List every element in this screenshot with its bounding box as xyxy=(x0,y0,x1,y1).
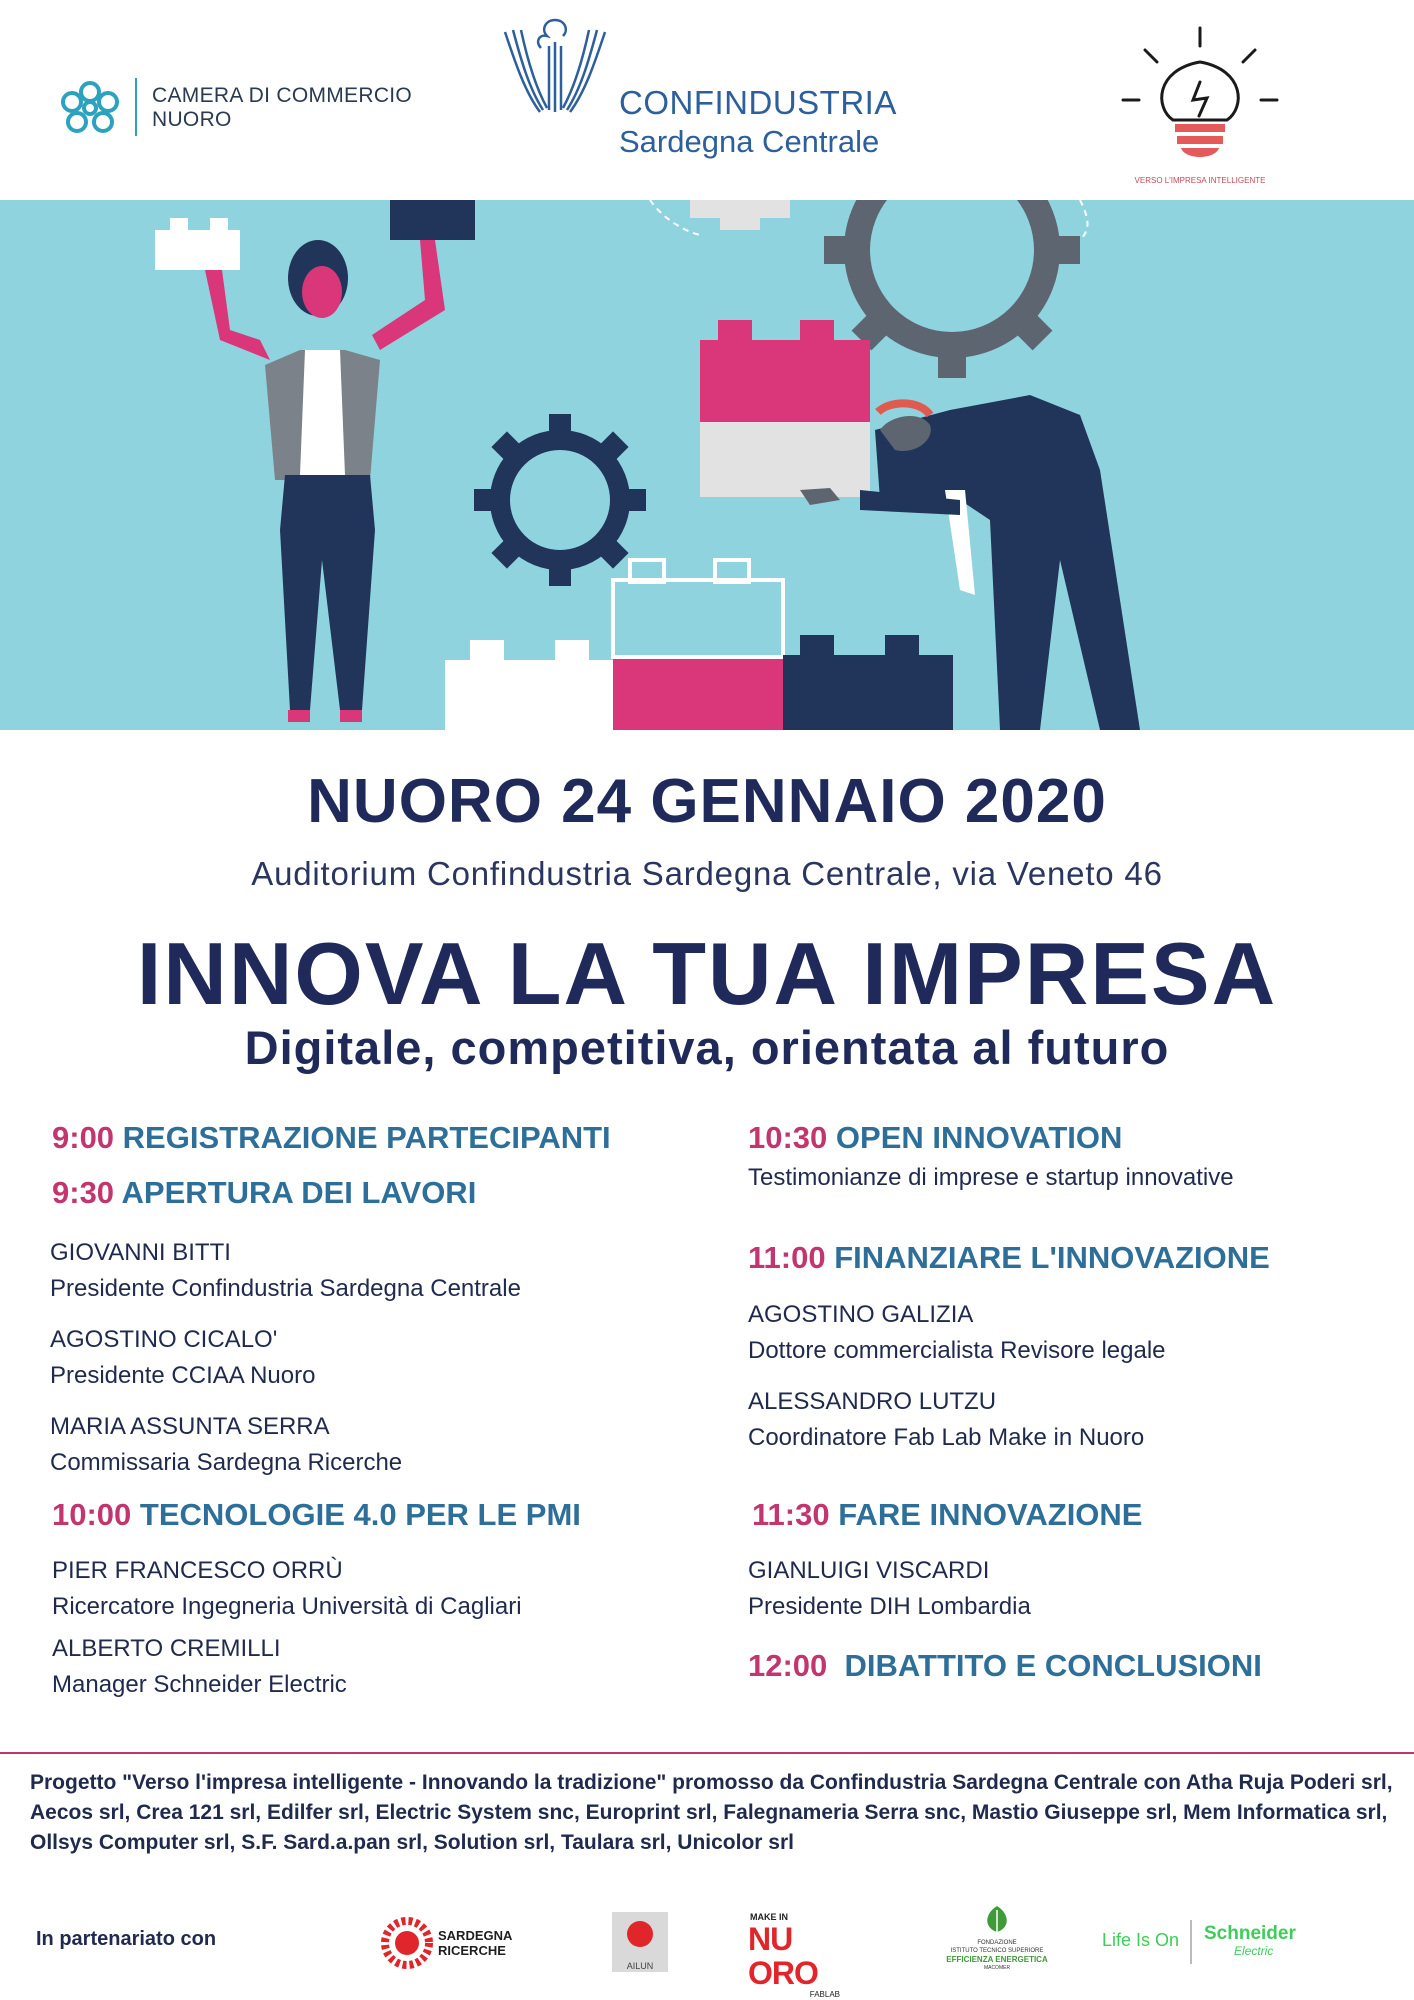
agenda-label: TECNOLOGIE 4.0 PER LE PMI xyxy=(139,1497,581,1532)
agenda-item-finanziare xyxy=(748,1240,1270,1276)
open-innovation-note: Testimonianze di imprese e startup innovative xyxy=(748,1164,1234,1191)
speaker-galizia xyxy=(748,1297,1166,1369)
agenda-item-apertura xyxy=(52,1175,476,1211)
event-date: NUORO 24 GENNAIO 2020 xyxy=(307,767,1107,836)
camera-flower-icon xyxy=(50,72,130,142)
agenda-label: DIBATTITO E CONCLUSIONI xyxy=(844,1648,1262,1683)
project-description: Progetto "Verso l'impresa intelligente - Innovando la tradizione" promosso da Confindustria Sardegna Centrale con Atha Ruja Poderi srl, Aecos srl, Crea 121 srl, Edilfer srl, Electric System snc, Europrint srl, Falegnameria Serra snc, Mastio Giuseppe srl, Mem Informatica srl, Ollsys Computer srl, S.F. Sard.a.pan srl, Solution srl, Taulara srl, Unicolor srl xyxy=(30,1771,1393,1854)
speaker-name: GIOVANNI BITTI xyxy=(50,1239,231,1266)
speaker-name: ALBERTO CREMILLI xyxy=(52,1635,281,1662)
agenda-label: FARE INNOVAZIONE xyxy=(838,1497,1143,1532)
hero-illustration xyxy=(0,200,1414,730)
sardegna-ricerche-line-2: RICERCHE xyxy=(438,1943,506,1958)
agenda-label: APERTURA DEI LAVORI xyxy=(121,1175,477,1210)
speaker-role: Presidente CCIAA Nuoro xyxy=(50,1362,316,1389)
agenda-time: 11:00 xyxy=(748,1240,826,1275)
camera-line-2: NUORO xyxy=(152,108,232,131)
life-is-on-text: Life Is On xyxy=(1102,1930,1180,1950)
fondazione-line-3: EFFICIENZA ENERGETICA xyxy=(946,1955,1048,1964)
speaker-role: Dottore commercialista Revisore legale xyxy=(748,1337,1166,1364)
schneider-line-1: Schneider xyxy=(1204,1923,1296,1944)
agenda-time: 12:00 xyxy=(748,1648,828,1683)
schneider-line-2: Electric xyxy=(1234,1944,1274,1958)
partners-label: In partenariato con xyxy=(36,1928,217,1950)
agenda-time: 10:00 xyxy=(52,1497,132,1532)
schneider-electric-logo xyxy=(1204,1924,1324,1958)
partner-divider xyxy=(1190,1920,1192,1964)
confindustria-name: CONFINDUSTRIA xyxy=(619,84,897,121)
footer-divider xyxy=(0,1752,1414,1754)
speaker-name: AGOSTINO GALIZIA xyxy=(748,1301,974,1328)
camera-line-1: CAMERA DI COMMERCIO xyxy=(152,84,413,107)
speaker-viscardi xyxy=(748,1553,1031,1625)
speaker-role: Presidente DIH Lombardia xyxy=(748,1593,1031,1620)
eagle-icon xyxy=(495,12,615,122)
fondazione-line-2: ISTITUTO TECNICO SUPERIORE xyxy=(950,1948,1044,1954)
fondazione-its-logo xyxy=(932,1904,1062,1978)
speaker-role: Presidente Confindustria Sardegna Centrale xyxy=(50,1275,521,1302)
speaker-role: Commissaria Sardegna Ricerche xyxy=(50,1449,403,1476)
agenda-item-open-innovation xyxy=(748,1120,1122,1156)
agenda-label: FINANZIARE L'INNOVAZIONE xyxy=(834,1240,1270,1275)
agenda-label: OPEN INNOVATION xyxy=(835,1120,1123,1155)
leaf-icon xyxy=(980,1904,1014,1934)
agenda-item-tecnologie xyxy=(52,1497,581,1533)
gear-navy-icon xyxy=(474,414,646,586)
speaker-name: PIER FRANCESCO ORRÙ xyxy=(52,1557,343,1584)
fondazione-line-4: MACOMER xyxy=(983,1965,1011,1971)
agenda-time: 10:30 xyxy=(748,1120,828,1155)
agenda-time: 9:30 xyxy=(52,1175,115,1210)
brick-held-icon xyxy=(700,320,870,497)
make-in-text: MAKE IN xyxy=(750,1912,788,1922)
agenda-item-dibattito xyxy=(748,1648,1262,1684)
sub-title: Digitale, competitiva, orientata al futuro xyxy=(244,1021,1170,1074)
camera-divider xyxy=(135,78,137,136)
fablab-text: FABLAB xyxy=(809,1990,840,1999)
speaker-serra xyxy=(50,1409,402,1481)
bulb-caption: VERSO L'IMPRESA INTELLIGENTE xyxy=(1134,176,1266,185)
main-title: INNOVA LA TUA IMPRESA xyxy=(136,924,1278,1023)
speaker-role: Coordinatore Fab Lab Make in Nuoro xyxy=(748,1424,1145,1451)
ailun-text: AILUN xyxy=(626,1961,654,1971)
agenda-label: REGISTRAZIONE PARTECIPANTI xyxy=(122,1120,611,1155)
agenda-time: 11:30 xyxy=(752,1497,830,1532)
speaker-name: ALESSANDRO LUTZU xyxy=(748,1388,997,1415)
confindustria-region: Sardegna Centrale xyxy=(619,124,880,159)
speaker-role: Ricercatore Ingegneria Università di Cagliari xyxy=(52,1593,522,1620)
sardegna-ricerche-line-1: SARDEGNA xyxy=(438,1928,513,1943)
camera-logo-text xyxy=(152,84,412,132)
ailun-logo xyxy=(612,1912,668,1972)
verso-impresa-intelligente-logo xyxy=(1115,20,1285,200)
speaker-lutzu xyxy=(748,1384,1144,1456)
speaker-orru xyxy=(52,1553,522,1625)
confindustria-logo xyxy=(495,12,915,172)
agenda-item-fare-innovazione xyxy=(752,1497,1142,1533)
speaker-name: GIANLUIGI VISCARDI xyxy=(748,1557,990,1584)
nuoro-text: NU ORO xyxy=(748,1921,818,1991)
speaker-cicalo xyxy=(50,1322,315,1394)
speaker-name: AGOSTINO CICALO' xyxy=(50,1326,278,1353)
make-in-nuoro-logo xyxy=(748,1912,858,1999)
sun-icon xyxy=(380,1916,434,1970)
event-venue: Auditorium Confindustria Sardegna Centrale, via Veneto 46 xyxy=(251,855,1163,892)
camera-di-commercio-logo xyxy=(50,72,420,142)
fondazione-line-1: FONDAZIONE xyxy=(977,1940,1017,1946)
sardegna-ricerche-logo xyxy=(380,1916,530,1972)
speaker-name: MARIA ASSUNTA SERRA xyxy=(50,1413,330,1440)
ailun-circle-icon xyxy=(612,1912,668,1956)
speaker-cremilli xyxy=(52,1631,347,1703)
speaker-role: Manager Schneider Electric xyxy=(52,1671,347,1698)
lightbulb-icon xyxy=(1115,20,1285,175)
agenda-time: 9:00 xyxy=(52,1120,115,1155)
speaker-bitti xyxy=(50,1235,521,1307)
agenda-item-registrazione xyxy=(52,1120,611,1156)
